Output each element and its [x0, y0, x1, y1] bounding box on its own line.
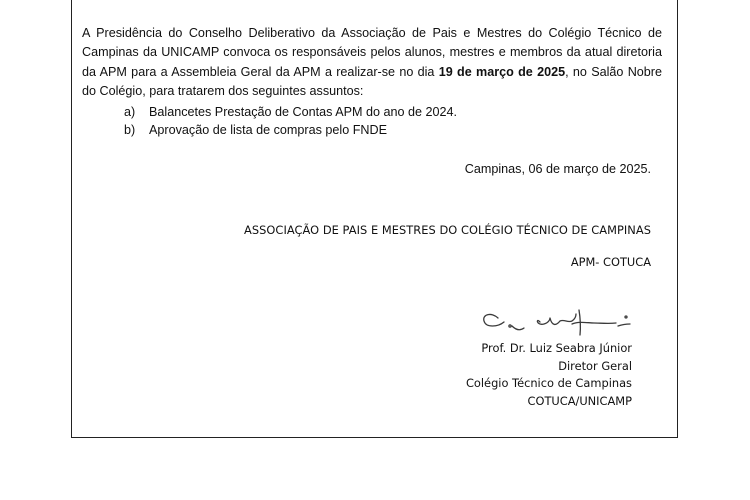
agenda-list	[124, 103, 457, 139]
meeting-date: 19 de março de 2025	[438, 64, 566, 79]
convocation-paragraph	[82, 24, 662, 101]
signer-role: Diretor Geral	[558, 358, 632, 373]
signer-name: Prof. Dr. Luiz Seabra Júnior	[481, 341, 632, 355]
agenda-item-text	[149, 103, 457, 121]
agenda-item-marker: a)	[124, 105, 136, 119]
paragraph-text-start: A Presidência do Conselho Deliberativo da Associação de Pais e Mestres do Colégio Técnico de Campinas da UNICAMP convoca os responsáveis pelos alunos, mestres e membros da atual diretoria da APM para a Assembleia Geral da APM a realizar-se no dia	[82, 26, 662, 79]
agenda-item-description: Prestação de Contas APM do ano de 2024.	[211, 105, 458, 119]
place-date: Campinas, 06 de março de 2025.	[464, 162, 651, 176]
agenda-item	[124, 121, 457, 139]
signer-block	[466, 340, 632, 410]
association-abbreviation: APM- COTUCA	[570, 255, 651, 269]
signer-institution: Colégio Técnico de Campinas	[465, 376, 632, 390]
signer-unit: COTUCA/UNICAMP	[527, 393, 632, 408]
association-name: ASSOCIAÇÃO DE PAIS E MESTRES DO COLÉGIO TÉCNICO DE CAMPINAS	[244, 223, 651, 237]
agenda-item-description: Aprovação de lista de compras pelo FNDE	[149, 123, 387, 137]
agenda-item-title: Balancetes	[149, 105, 212, 119]
agenda-item-marker: b)	[124, 123, 136, 137]
agenda-item	[124, 103, 457, 121]
handwritten-signature	[476, 304, 638, 338]
paragraph-text-end: , no Salão Nobre do Colégio, para tratarem dos seguintes assuntos:	[82, 64, 662, 98]
